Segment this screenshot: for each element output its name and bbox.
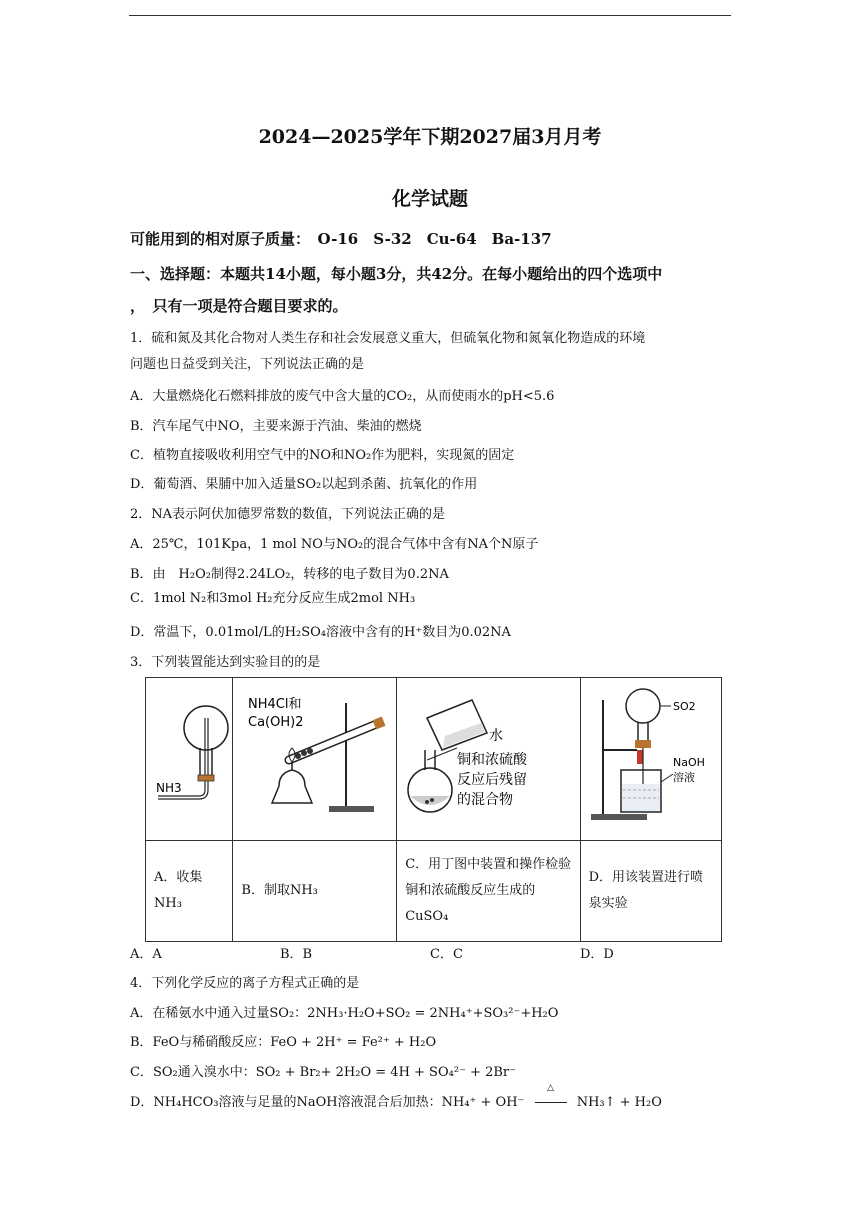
q4-stem: 4．下列化学反应的离子方程式正确的是 (130, 976, 360, 991)
q2-option-c: C．1mol N₂和3mol H₂充分反应生成2mol NH₃ (130, 591, 416, 606)
header-rule (129, 15, 731, 16)
exam-subtitle: 化学试题 (391, 188, 468, 210)
apparatus-table (145, 677, 722, 942)
label-solution: 溶液 (672, 771, 695, 784)
q3-option-b: B．B (280, 947, 313, 962)
label-so2: SO2 (672, 700, 696, 713)
q1-stem-line1: 1．硫和氮及其化合物对人类生存和社会发展意义重大，但硫氧化物和氮氧化物造成的环境 (130, 331, 646, 346)
section-heading-line1: 一、选择题：本题共14小题，每小题3分，共42分。在每小题给出的四个选项中 (130, 265, 663, 283)
q4-option-b: B．FeO与稀硝酸反应：FeO + 2H⁺ = Fe²⁺ + H₂O (130, 1035, 437, 1050)
q3-stem: 3．下列装置能达到实验目的的是 (130, 655, 321, 670)
label-nh3: NH3 (156, 781, 182, 795)
caption-a: A．收集NH₃ (146, 841, 233, 942)
label-caoh2: Ca(OH)2 (247, 715, 304, 730)
exam-title: 2024—2025学年下期2027届3月月考 (258, 126, 602, 148)
section-heading-line2: ， 只有一项是符合题目要求的。 (130, 297, 348, 315)
label-water: 水 (489, 728, 504, 744)
heat-symbol: △ (547, 1083, 555, 1093)
q2-option-d: D．常温下，0.01mol/L的H₂SO₄溶液中含有的H⁺数目为0.02NA (130, 625, 511, 640)
q1-option-c: C．植物直接吸收利用空气中的NO和NO₂作为肥料，实现氮的固定 (130, 448, 515, 463)
q4-option-d-left: D．NH₄HCO₃溶液与足量的NaOH溶液混合后加热：NH₄⁺ + OH⁻ (130, 1095, 525, 1110)
q3-option-c: C．C (430, 947, 463, 962)
q1-option-b: B．汽车尾气中NO，主要来源于汽油、柴油的燃烧 (130, 419, 422, 434)
caption-d: D．用该装置进行喷泉实验 (580, 841, 721, 942)
q1-option-d: D．葡萄酒、果脯中加入适量SO₂以起到杀菌、抗氧化的作用 (130, 477, 478, 492)
copper-sulfate-test-figure (397, 678, 579, 836)
figure-b-cell (233, 678, 397, 841)
heat-arrow (533, 1083, 569, 1110)
q4-option-a: A．在稀氨水中通入过量SO₂：2NH₃·H₂O+SO₂ = 2NH₄⁺+SO₃²⁻+H₂O (130, 1006, 559, 1021)
figure-c-cell (397, 678, 580, 841)
caption-c: C．用丁图中装置和操作检验铜和浓硫酸反应生成的CuSO₄ (397, 841, 580, 942)
ammonia-preparation-setup-figure (234, 678, 396, 836)
ammonia-collection-flask-figure (146, 678, 232, 836)
q3-option-a: A．A (130, 947, 162, 962)
figure-d-cell (580, 678, 721, 841)
q2-option-a: A．25℃，101Kpa，1 mol NO与NO₂的混合气体中含有NA个N原子 (130, 537, 539, 552)
atomic-masses: 可能用到的相对原子质量： O-16 S-32 Cu-64 Ba-137 (130, 230, 552, 248)
q2-stem: 2．NA表示阿伏加德罗常数的数值，下列说法正确的是 (130, 507, 446, 522)
label-nh4cl: NH4Cl和 (247, 697, 302, 712)
q3-option-d: D．D (580, 947, 614, 962)
q1-stem-line2: 问题也日益受到关注，下列说法正确的是 (130, 357, 365, 372)
q4-option-c: C．SO₂通入溴水中：SO₂ + Br₂+ 2H₂O = 4H + SO₄²⁻ + 2Br⁻ (130, 1065, 516, 1080)
q2-option-b: B．由 H₂O₂制得2.24LO₂，转移的电子数目为0.2NA (130, 567, 449, 582)
label-naoh: NaOH (672, 756, 705, 769)
caption-b: B．制取NH₃ (233, 841, 397, 942)
figure-a-cell (146, 678, 233, 841)
label-copper-acid-3: 的混合物 (457, 792, 514, 808)
label-copper-acid-1: 铜和浓硫酸 (457, 752, 528, 768)
q4-option-d-right: NH₃↑ + H₂O (576, 1095, 662, 1110)
fountain-experiment-figure (581, 678, 721, 836)
q1-option-a: A．大量燃烧化石燃料排放的废气中含大量的CO₂，从而使雨水的pH<5.6 (130, 389, 555, 404)
label-copper-acid-2: 反应后残留 (457, 772, 528, 788)
q4-option-d (130, 1083, 662, 1110)
